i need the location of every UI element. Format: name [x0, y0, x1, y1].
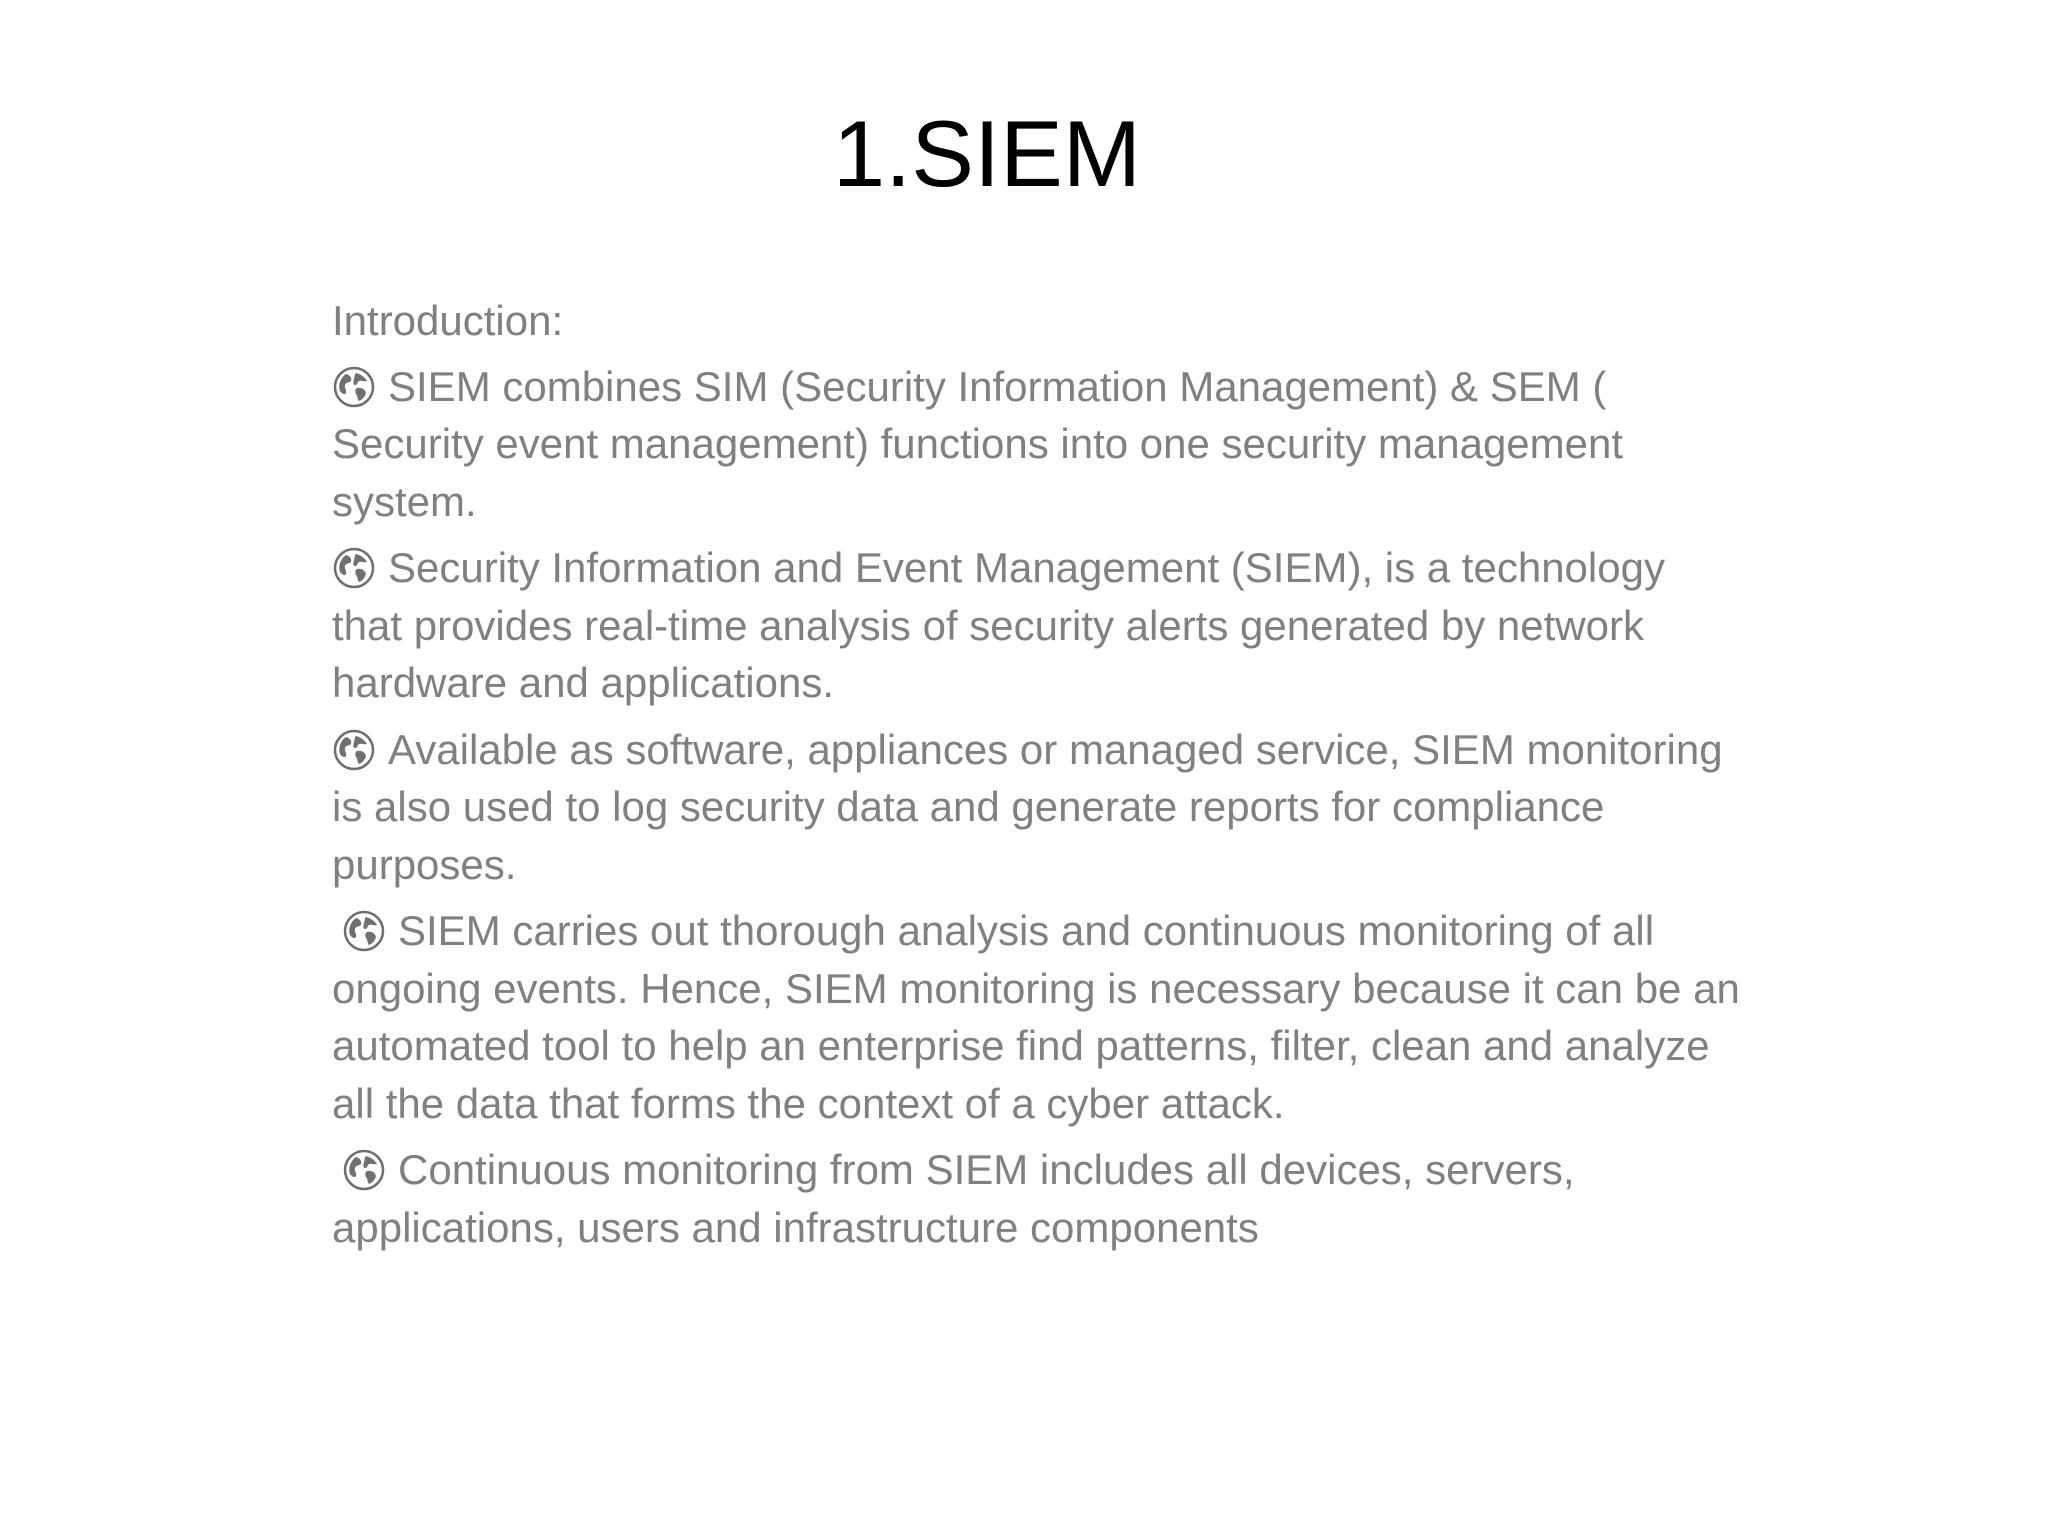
- globe-icon: [342, 909, 386, 953]
- bullet-item: [332, 1141, 1742, 1256]
- slide-body: [332, 292, 1742, 1265]
- bullet-text: Security Information and Event Management (SIEM), is a technology that provides real-time analysis of security alerts generated by network hardware and applications.: [332, 544, 1665, 706]
- bullet-item: [332, 539, 1742, 712]
- slide-title: 1.SIEM: [832, 101, 1142, 206]
- intro-heading: Introduction:: [332, 297, 564, 344]
- globe-icon: [332, 728, 376, 772]
- bullet-item: [332, 902, 1742, 1132]
- globe-icon: [342, 1148, 386, 1192]
- globe-icon: [332, 546, 376, 590]
- bullet-text: SIEM carries out thorough analysis and continuous monitoring of all ongoing events. Hence, SIEM monitoring is necessary because it can be an automated tool to help an enterprise find patterns, filter, clean and analyze all the data that forms the context of a cyber attack.: [332, 907, 1740, 1127]
- bullet-text: Available as software, appliances or managed service, SIEM monitoring is also used to log security data and generate reports for compliance purposes.: [332, 725, 1723, 888]
- bullet-text: Continuous monitoring from SIEM includes all devices, servers, applications, users and infrastructure components: [332, 1146, 1575, 1251]
- bullet-item: [332, 721, 1742, 894]
- bullet-text: SIEM combines SIM (Security Information Management) & SEM ( Security event management) functions into one security management system.: [332, 362, 1624, 525]
- bullet-item: [332, 358, 1742, 531]
- globe-icon: [332, 365, 376, 409]
